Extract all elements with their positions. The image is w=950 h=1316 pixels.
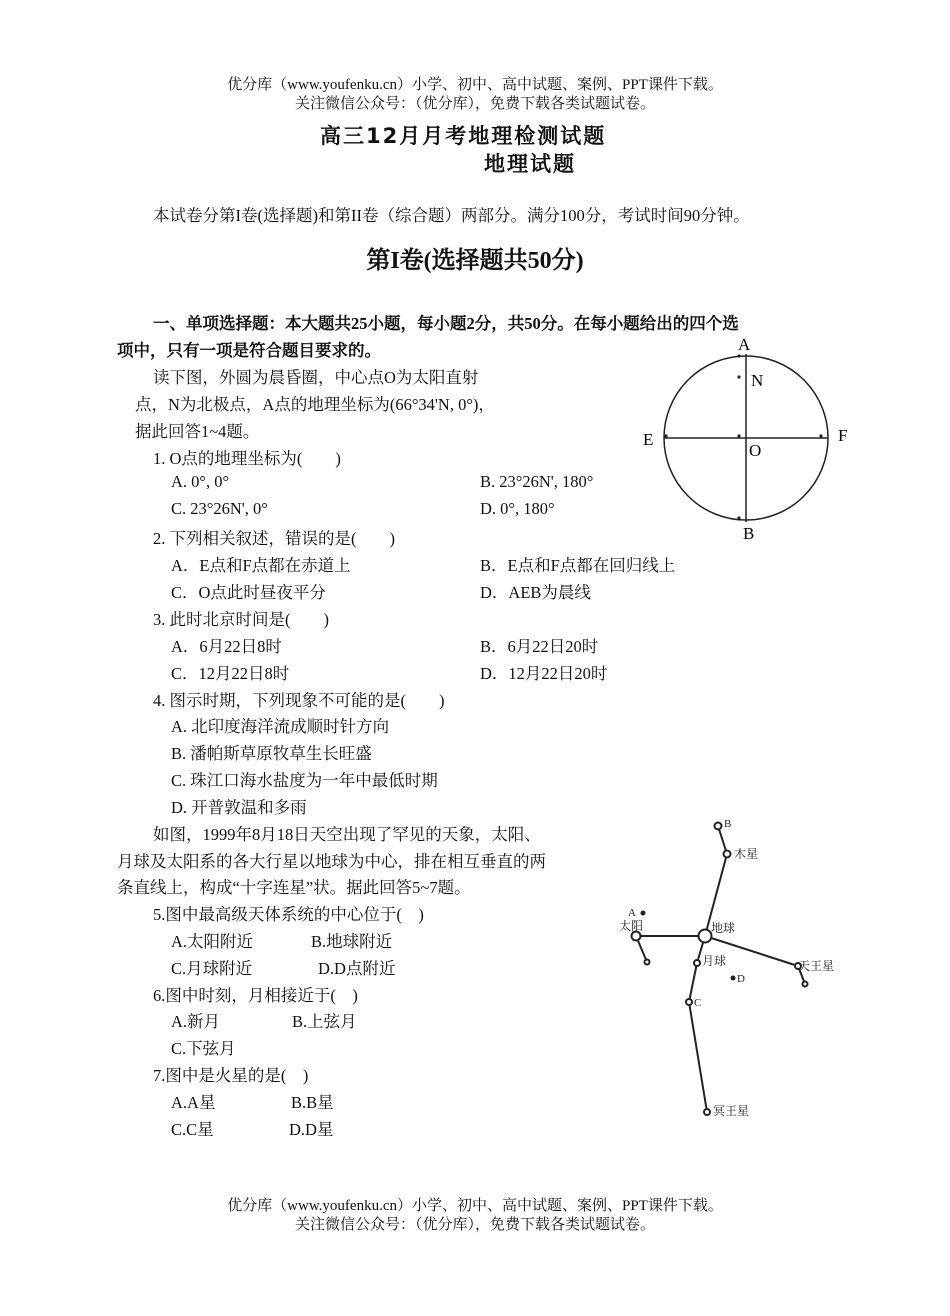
question-2-option-c: C．O点此时昼夜平分: [171, 583, 326, 602]
point-b-marker: [715, 823, 722, 830]
question-5-stem: 5.图中最高级天体系统的中心位于( ): [153, 905, 424, 924]
question-4-option-d: D. 开普敦温和多雨: [171, 798, 307, 817]
question-3-option-d: D．12月22日20时: [480, 664, 608, 683]
point-e-dot: [664, 434, 667, 437]
question-5-option-c: C.月球附近: [171, 959, 253, 978]
question-5-option-a: A.太阳附近: [171, 932, 254, 951]
group1-intro-line-2: 点，N为北极点，A点的地理坐标为(66°34'N, 0°)，: [135, 395, 495, 414]
page-title: 高三12月月考地理检测试题: [320, 124, 607, 148]
group1-intro-line-1: 读下图，外圆为晨昏圈，中心点O为太阳直射: [153, 368, 479, 387]
planet-alignment-diagram: [605, 810, 850, 1130]
header-line-2: 关注微信公众号：（优分库），免费下载各类试题试卷。: [294, 96, 655, 112]
section-title: 第I卷(选择题共50分): [366, 248, 584, 274]
question-7-option-b: B.B星: [291, 1093, 334, 1112]
jupiter-marker: [724, 851, 731, 858]
label-pluto: 冥王星: [713, 1104, 750, 1118]
footer-line-1: 优分库（www.youfenku.cn）小学、初中、高中试题、案例、PPT课件下载。: [227, 1198, 723, 1214]
label-b-star: B: [724, 818, 732, 830]
group2-intro-line-1: 如图，1999年8月18日天空出现了罕见的天象，太阳、: [153, 825, 541, 844]
question-2-stem: 2. 下列相关叙述，错误的是( ): [153, 529, 395, 548]
question-1-option-a: A. 0°, 0°: [171, 472, 230, 491]
question-2-option-b: B．E点和F点都在回归线上: [480, 556, 676, 575]
question-1-stem: 1. O点的地理坐标为( ): [153, 449, 341, 468]
question-5-option-b: B.地球附近: [311, 932, 393, 951]
label-jupiter: 木星: [734, 847, 759, 861]
question-7-option-d: D.D星: [289, 1120, 334, 1139]
question-6-option-b: B.上弦月: [292, 1012, 357, 1031]
question-6-option-a: A.新月: [171, 1012, 221, 1031]
label-sun: 太阳: [619, 919, 644, 933]
point-n-dot: [737, 375, 740, 378]
label-a-star: A: [628, 907, 636, 919]
point-b-dot: [737, 516, 740, 519]
group2-intro-line-2: 月球及太阳系的各大行星以地球为中心，排在相互垂直的两: [117, 852, 546, 871]
line-c-pluto: [689, 1002, 707, 1112]
question-4-option-a: A. 北印度海洋流成顺时针方向: [171, 717, 390, 736]
point-f-dot: [819, 434, 822, 437]
label-e: E: [643, 430, 654, 449]
question-4-option-c: C. 珠江口海水盐度为一年中最低时期: [171, 771, 438, 790]
footer-line-2: 关注微信公众号：（优分库），免费下载各类试题试卷。: [294, 1217, 655, 1233]
label-c-star: C: [694, 997, 702, 1009]
question-7-option-a: A.A星: [171, 1093, 216, 1112]
header-line-1: 优分库（www.youfenku.cn）小学、初中、高中试题、案例、PPT课件下载。: [227, 77, 723, 93]
question-4-stem: 4. 图示时期，下列现象不可能的是( ): [153, 691, 445, 710]
question-3-option-c: C．12月22日8时: [171, 664, 290, 683]
group1-intro-line-3: 据此回答1~4题。: [135, 422, 260, 441]
point-o-dot: [737, 434, 740, 437]
exam-intro: 本试卷分第I卷(选择题)和第II卷（综合题）两部分。满分100分，考试时间90分钟。: [153, 206, 750, 225]
label-n: N: [751, 371, 764, 390]
question-6-option-c: C.下弦月: [171, 1039, 236, 1058]
question-1-option-b: B. 23°26N', 180°: [480, 472, 594, 491]
sun-tail-marker: [645, 960, 650, 965]
label-a: A: [738, 335, 751, 354]
question-7-stem: 7.图中是火星的是( ): [153, 1066, 309, 1085]
question-5-option-d: D.D点附近: [318, 959, 396, 978]
page-subtitle: 地理试题: [484, 152, 576, 176]
group2-intro-line-3: 条直线上，构成“十字连星”状。据此回答5~7题。: [117, 878, 471, 897]
label-uranus: 天王星: [798, 959, 835, 973]
part1-instruction-line-1: 一、单项选择题：本大题共25小题，每小题2分，共50分。在每小题给出的四个选: [153, 314, 739, 333]
point-a-dot: [737, 354, 740, 357]
moon-marker: [694, 960, 700, 966]
point-a-marker: [641, 911, 646, 916]
terminator-circle-diagram: [636, 332, 856, 547]
part1-instruction-line-2: 项中，只有一项是符合题目要求的。: [117, 341, 381, 360]
label-f: F: [838, 426, 848, 445]
label-o: O: [749, 441, 762, 460]
question-2-option-d: D．AEB为晨线: [480, 583, 591, 602]
question-4-option-b: B. 潘帕斯草原牧草生长旺盛: [171, 744, 372, 763]
point-c-marker: [686, 999, 692, 1005]
question-3-option-a: A．6月22日8时: [171, 637, 282, 656]
label-moon: 月球: [702, 954, 727, 968]
question-3-stem: 3. 此时北京时间是( ): [153, 610, 329, 629]
label-earth: 地球: [711, 921, 736, 935]
question-3-option-b: B．6月22日20时: [480, 637, 599, 656]
label-b: B: [743, 524, 755, 543]
question-7-option-c: C.C星: [171, 1120, 214, 1139]
question-1-option-d: D. 0°, 180°: [480, 499, 555, 518]
uranus-tail-marker: [803, 982, 808, 987]
question-1-option-c: C. 23°26N', 0°: [171, 499, 268, 518]
earth-marker: [699, 930, 712, 943]
pluto-marker: [704, 1109, 710, 1115]
question-6-stem: 6.图中时刻，月相接近于( ): [153, 986, 358, 1005]
label-d-star: D: [737, 973, 745, 985]
question-2-option-a: A．E点和F点都在赤道上: [171, 556, 351, 575]
point-d-marker: [731, 976, 736, 981]
